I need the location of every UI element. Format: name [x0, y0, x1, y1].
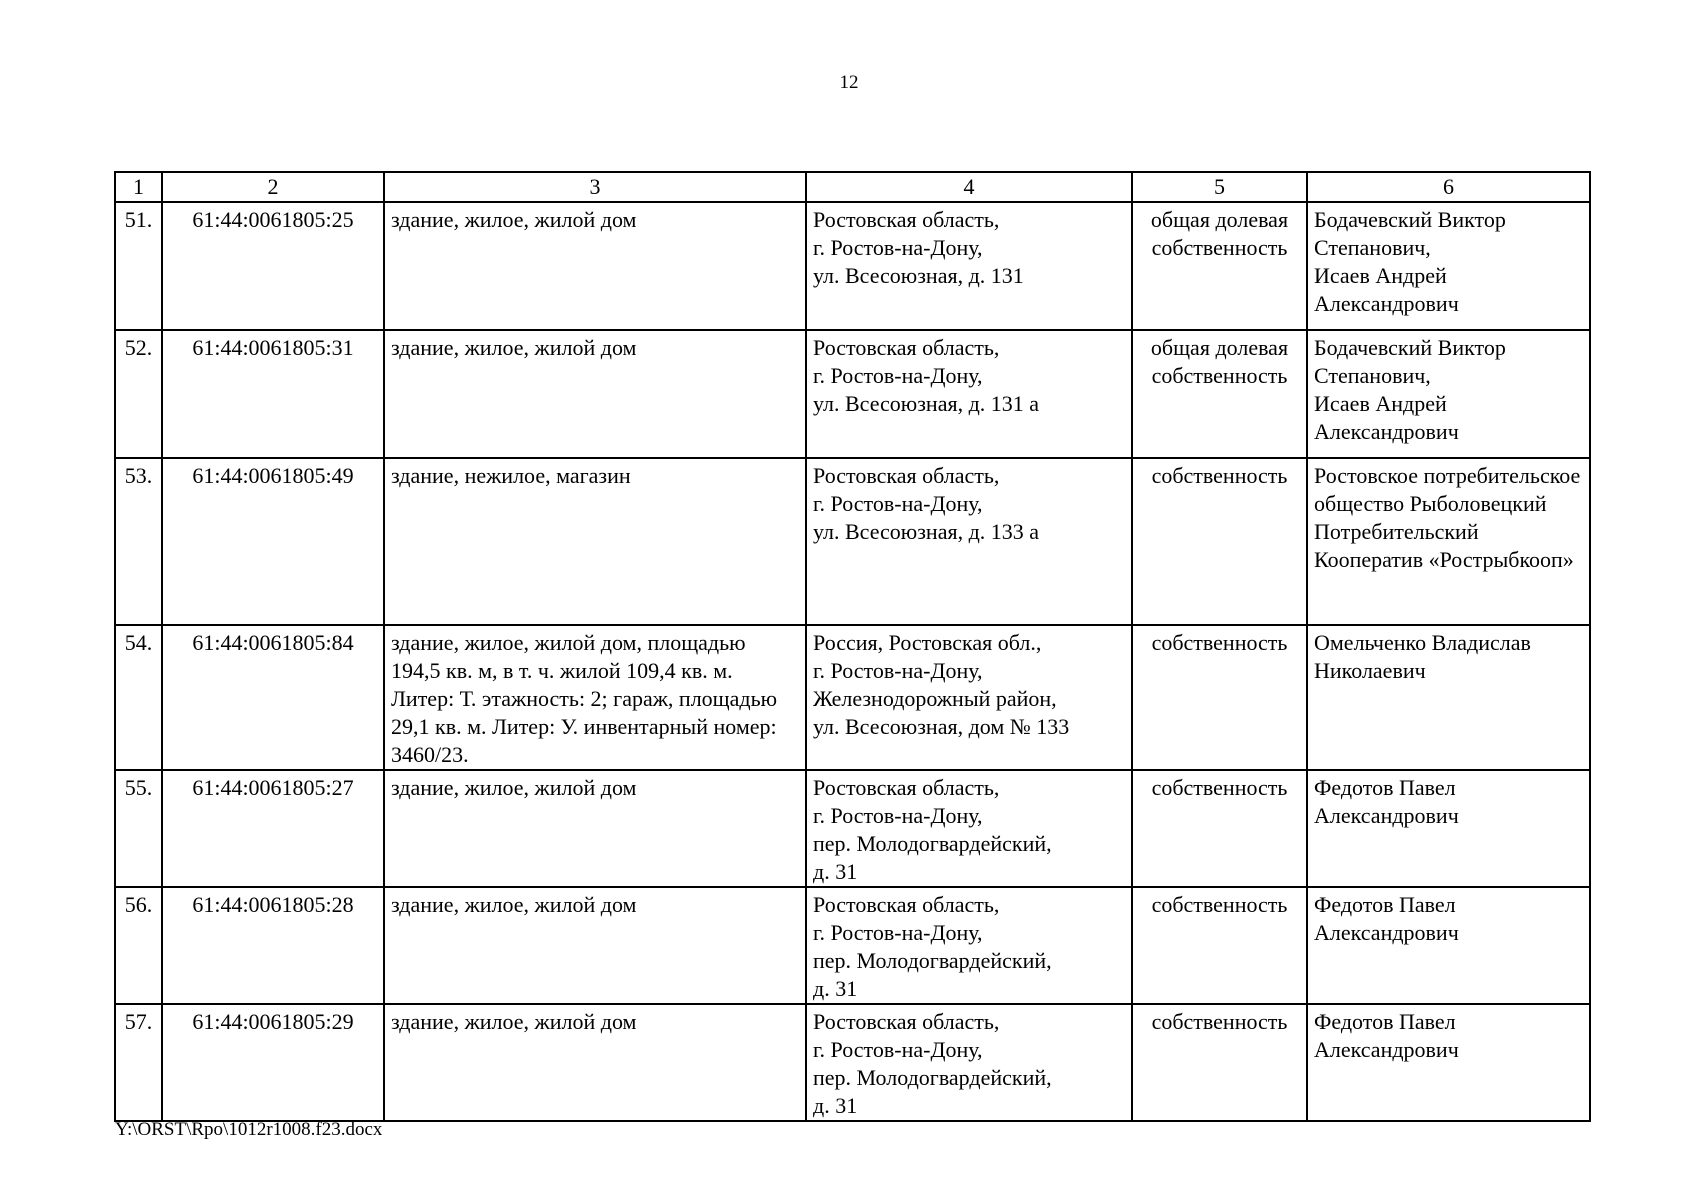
cadastral-number-cell: 61:44:0061805:84 — [162, 625, 384, 770]
cadastral-number-cell: 61:44:0061805:27 — [162, 770, 384, 887]
row-number-cell: 51. — [115, 202, 162, 330]
address-cell: Ростовская область, г. Ростов-на-Дону, пер. Молодогвардейский, д. 31 — [806, 887, 1132, 1004]
cadastral-number-cell: 61:44:0061805:28 — [162, 887, 384, 1004]
owner-cell: Федотов Павел Александрович — [1307, 1004, 1590, 1121]
cadastral-number-cell: 61:44:0061805:25 — [162, 202, 384, 330]
right-type-cell: собственность — [1132, 887, 1307, 1004]
object-description-cell: здание, жилое, жилой дом — [384, 887, 806, 1004]
owner-cell: Бодачевский Виктор Степанович, Исаев Андрей Александрович — [1307, 202, 1590, 330]
right-type-cell: собственность — [1132, 770, 1307, 887]
owner-cell: Бодачевский Виктор Степанович, Исаев Андрей Александрович — [1307, 330, 1590, 458]
table-header-row — [115, 172, 1590, 202]
address-cell: Ростовская область, г. Ростов-на-Дону, пер. Молодогвардейский, д. 31 — [806, 770, 1132, 887]
owner-cell: Омельченко Владислав Николаевич — [1307, 625, 1590, 770]
row-number-cell: 52. — [115, 330, 162, 458]
owner-cell: Федотов Павел Александрович — [1307, 887, 1590, 1004]
object-description-cell: здание, жилое, жилой дом — [384, 202, 806, 330]
footer-file-path: Y:\ORST\Rpo\1012r1008.f23.docx — [115, 1119, 383, 1140]
address-cell: Ростовская область, г. Ростов-на-Дону, ул. Всесоюзная, д. 131 — [806, 202, 1132, 330]
object-description-cell: здание, жилое, жилой дом — [384, 330, 806, 458]
column-header: 1 — [115, 172, 162, 202]
column-header: 5 — [1132, 172, 1307, 202]
table-row — [115, 1004, 1590, 1121]
column-header: 6 — [1307, 172, 1590, 202]
cadastral-number-cell: 61:44:0061805:31 — [162, 330, 384, 458]
object-description-cell: здание, нежилое, магазин — [384, 458, 806, 625]
column-header: 2 — [162, 172, 384, 202]
page-number: 12 — [839, 72, 859, 93]
row-number-cell: 55. — [115, 770, 162, 887]
owner-cell: Федотов Павел Александрович — [1307, 770, 1590, 887]
row-number-cell: 56. — [115, 887, 162, 1004]
right-type-cell: общая долевая собственность — [1132, 330, 1307, 458]
right-type-cell: собственность — [1132, 458, 1307, 625]
address-cell: Ростовская область, г. Ростов-на-Дону, ул. Всесоюзная, д. 133 а — [806, 458, 1132, 625]
table-row — [115, 202, 1590, 330]
row-number-cell: 57. — [115, 1004, 162, 1121]
address-cell: Ростовская область, г. Ростов-на-Дону, пер. Молодогвардейский, д. 31 — [806, 1004, 1132, 1121]
address-cell: Россия, Ростовская обл., г. Ростов-на-Дону, Железнодорожный район, ул. Всесоюзная, дом № 133 — [806, 625, 1132, 770]
object-description-cell: здание, жилое, жилой дом — [384, 1004, 806, 1121]
object-description-cell: здание, жилое, жилой дом — [384, 770, 806, 887]
table-row — [115, 458, 1590, 625]
table-row — [115, 887, 1590, 1004]
row-number-cell: 53. — [115, 458, 162, 625]
object-description-cell: здание, жилое, жилой дом, площадью 194,5 кв. м, в т. ч. жилой 109,4 кв. м. Литер: Т. этажность: 2; гараж, площадью 29,1 кв. м. Литер: У. инвентарный номер: 3460/23. — [384, 625, 806, 770]
column-header: 3 — [384, 172, 806, 202]
table-row — [115, 770, 1590, 887]
right-type-cell: собственность — [1132, 625, 1307, 770]
table-row — [115, 625, 1590, 770]
cadastral-number-cell: 61:44:0061805:49 — [162, 458, 384, 625]
property-registry-table — [114, 171, 1591, 1122]
right-type-cell: общая долевая собственность — [1132, 202, 1307, 330]
table-row — [115, 330, 1590, 458]
address-cell: Ростовская область, г. Ростов-на-Дону, ул. Всесоюзная, д. 131 а — [806, 330, 1132, 458]
right-type-cell: собственность — [1132, 1004, 1307, 1121]
row-number-cell: 54. — [115, 625, 162, 770]
cadastral-number-cell: 61:44:0061805:29 — [162, 1004, 384, 1121]
owner-cell: Ростовское потребительское общество Рыболовецкий Потребительский Кооператив «Рострыбкооп» — [1307, 458, 1590, 625]
column-header: 4 — [806, 172, 1132, 202]
